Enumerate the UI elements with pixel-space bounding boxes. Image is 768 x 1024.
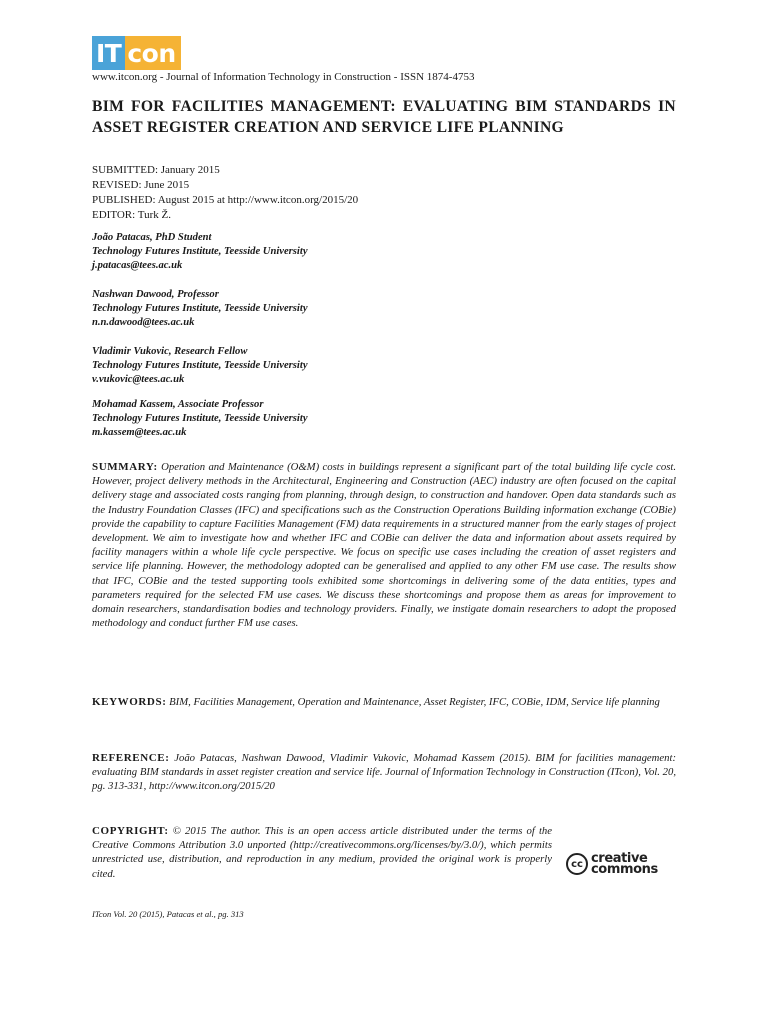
paper-title: BIM FOR FACILITIES MANAGEMENT: EVALUATING BIM STANDARDS IN ASSET REGISTER CREATION AND SERVICE LIFE PLANNING <box>92 98 676 136</box>
cc-wordmark-line1: creative <box>591 851 648 866</box>
copyright-section <box>92 824 552 881</box>
reference-section <box>92 751 676 794</box>
reference-label: REFERENCE: <box>92 752 170 764</box>
summary-text: Operation and Maintenance (O&M) costs in buildings represent a significant part of the total building life cycle cost. However, project delivery methods in the Architectural, Engineering and Construction (AEC) industry are often focused on the capital delivery stage and associated costs ranging from planning, through design, to construction and handover. Open data standards such as the Industry Foundation Classes (IFC) and specifications such as the Construction Operations Building information exchange (COBie) provide the capability to capture Facilities Management (FM) data requirements in a structured manner from the early stages of project development. We aim to investigate how and whether IFC and COBie can deliver the data and information about assets required by facility managers within a whole life cycle perspective. We focus on specific use cases including the creation of asset registers and service life planning. However, the methodology adopted can be generalised and applied to any other FM use case. The results show that IFC, COBie and the tested supporting tools exhibited some shortcomings in delivering some of the data entities, types and parameters required for the selected FM use cases. We discuss these shortcomings and propose them as areas for improvement to domain researchers, standardisation bodies and technology providers. Finally, we instigate domain researchers to adopt the proposed methodology and conduct further FM use cases. <box>92 461 677 630</box>
page-footer: ITcon Vol. 20 (2015), Patacas et al., pg. 313 <box>92 909 244 919</box>
reference-text: João Patacas, Nashwan Dawood, Vladimir Vukovic, Mohamad Kassem (2015). BIM for facilities management: evaluating BIM standards in asset register creation and service life. Journal of Information Technology in Construction (ITcon), Vol. 20, pg. 313-331, http://www.itcon.org/2015/20 <box>92 752 677 793</box>
revised-date: REVISED: June 2015 <box>92 179 190 191</box>
author-email: j.patacas@tees.ac.uk <box>92 260 183 271</box>
author-affiliation: Technology Futures Institute, Teesside University <box>92 246 308 257</box>
published-date: PUBLISHED: August 2015 at http://www.itcon.org/2015/20 <box>92 194 359 206</box>
publication-dates <box>92 163 358 223</box>
cc-wordmark-line2: commons <box>591 862 658 877</box>
author-email: v.vukovic@tees.ac.uk <box>92 374 185 385</box>
author-affiliation: Technology Futures Institute, Teesside University <box>92 413 308 424</box>
author-affiliation: Technology Futures Institute, Teesside University <box>92 360 308 371</box>
summary-label: SUMMARY: <box>92 461 158 473</box>
author-block <box>92 288 308 330</box>
summary-section <box>92 460 676 630</box>
cc-icon: cc <box>566 853 588 875</box>
keywords-text: BIM, Facilities Management, Operation and Maintenance, Asset Register, IFC, COBie, IDM, Service life planning <box>169 696 660 708</box>
copyright-text: © 2015 The author. This is an open access article distributed under the terms of the Creative Commons Attribution 3.0 unported (http://creativecommons.org/licenses/by/3.0/), which permits unrestricted use, distribution, and reproduction in any medium, provided the original work is properly cited. <box>92 825 552 880</box>
author-block <box>92 398 308 440</box>
logo-it: IT <box>92 36 125 70</box>
author-affiliation: Technology Futures Institute, Teesside University <box>92 303 308 314</box>
submitted-date: SUBMITTED: January 2015 <box>92 164 220 176</box>
keywords-label: KEYWORDS: <box>92 696 167 708</box>
copyright-label: COPYRIGHT: <box>92 825 169 837</box>
creative-commons-logo <box>566 850 676 878</box>
cc-wordmark <box>591 853 658 875</box>
author-name: Vladimir Vukovic, Research Fellow <box>92 346 248 357</box>
author-email: m.kassem@tees.ac.uk <box>92 427 187 438</box>
journal-line: www.itcon.org - Journal of Information Technology in Construction - ISSN 1874-4753 <box>92 71 475 83</box>
logo-con: con <box>125 36 180 70</box>
author-name: Nashwan Dawood, Professor <box>92 289 219 300</box>
author-block <box>92 231 308 273</box>
author-name: João Patacas, PhD Student <box>92 232 212 243</box>
keywords-section <box>92 695 676 709</box>
author-name: Mohamad Kassem, Associate Professor <box>92 399 264 410</box>
editor: EDITOR: Turk Ž. <box>92 209 171 221</box>
itcon-logo <box>92 36 181 70</box>
author-email: n.n.dawood@tees.ac.uk <box>92 317 195 328</box>
author-block <box>92 345 308 387</box>
